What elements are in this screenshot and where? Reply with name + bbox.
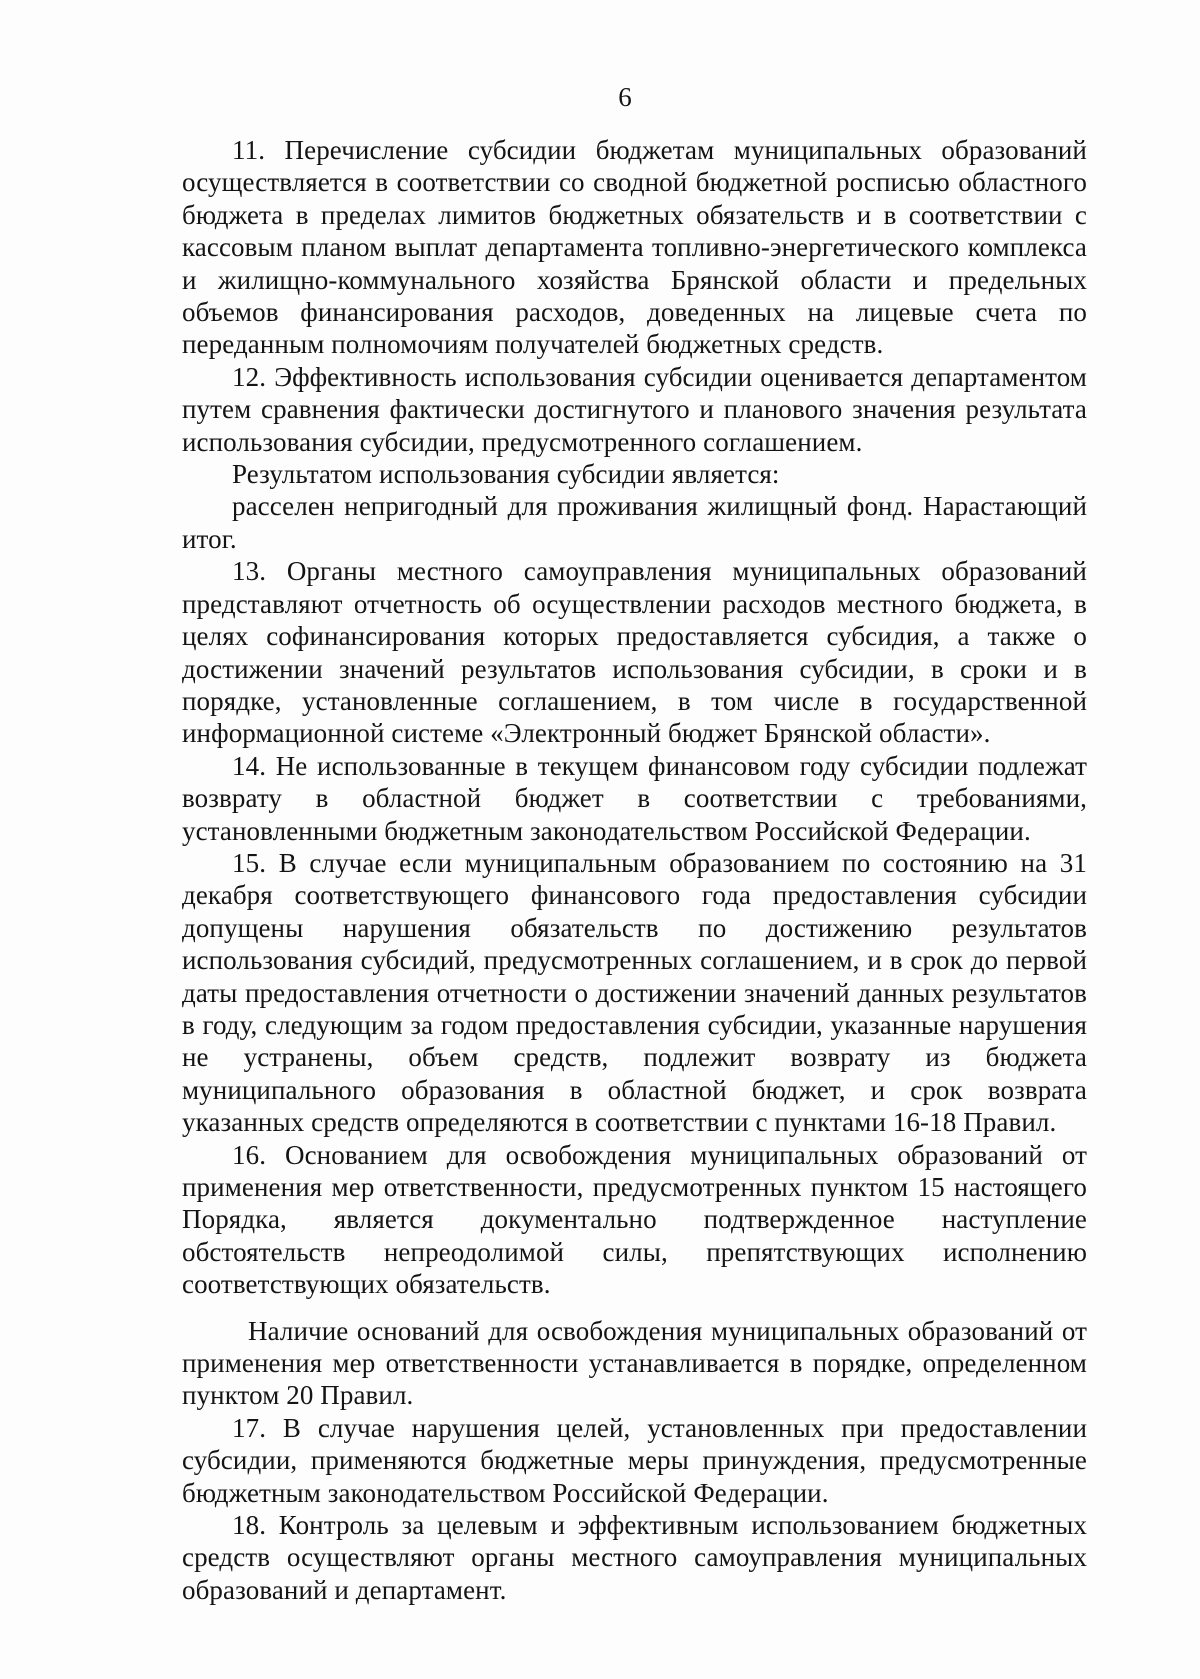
paragraph-14: 14. Не использованные в текущем финансовом году субсидии подлежат возврату в областной бюджет в соответствии с требованиями, установленными бюджетным законодательством Российской Федерации.: [182, 750, 1087, 846]
paragraph-12: 12. Эффективность использования субсидии оценивается департаментом путем сравнения фактически достигнутого и планового значения результата использования субсидии, предусмотренного соглашением.: [182, 361, 1087, 457]
document-body: [182, 134, 1087, 1606]
paragraph-11: 11. Перечисление субсидии бюджетам муниципальных образований осуществляется в соответствии со сводной бюджетной росписью областного бюджета в пределах лимитов бюджетных обязательств и в соответствии с кассовым планом выплат департамента топливно-энергетического комплекса и жилищно-коммунального хозяйства Брянской области и предельных объемов финансирования расходов, доведенных на лицевые счета по переданным полномочиям получателей бюджетных средств.: [182, 135, 1087, 360]
paragraph-16-note: Наличие оснований для освобождения муниципальных образований от применения мер ответственности устанавливается в порядке, определенном пунктом 20 Правил.: [182, 1315, 1087, 1411]
paragraph-15: 15. В случае если муниципальным образованием по состоянию на 31 декабря соответствующего финансового года предоставления субсидии допущены нарушения обязательств по достижению результатов использования субсидий, предусмотренных соглашением, и в срок до первой даты предоставления отчетности о достижении значений данных результатов в году, следующим за годом предоставления субсидии, указанные нарушения не устранены, объем средств, подлежит возврату из бюджета муниципального образования в областной бюджет, и срок возврата указанных средств определяются в соответствии с пунктами 16-18 Правил.: [182, 847, 1087, 1138]
result-value: расселен непригодный для проживания жилищный фонд. Нарастающий итог.: [182, 491, 1087, 554]
paragraph-18: 18. Контроль за целевым и эффективным использованием бюджетных средств осуществляют органы местного самоуправления муниципальных образований и департамент.: [182, 1510, 1087, 1605]
paragraph-16: 16. Основанием для освобождения муниципальных образований от применения мер ответственности, предусмотренных пунктом 15 настоящего Порядка, является документально подтвержденное наступление обстоятельств непреодолимой силы, препятствующих исполнению соответствующих обязательств.: [182, 1139, 1087, 1300]
result-heading: Результатом использования субсидии является:: [232, 459, 780, 490]
paragraph-13: 13. Органы местного самоуправления муниципальных образований представляют отчетность об осуществлении расходов местного бюджета, в целях софинансирования которых предоставляется субсидия, а также о достижении значений результатов использования субсидии, в сроки и в порядке, установленные соглашением, в том числе в государственной информационной системе «Электронный бюджет Брянской области».: [182, 556, 1087, 749]
page-number: 6: [618, 82, 632, 112]
paragraph-17: 17. В случае нарушения целей, установленных при предоставлении субсидии, применяются бюджетные меры принуждения, предусмотренные бюджетным законодательством Российской Федерации.: [182, 1412, 1087, 1508]
